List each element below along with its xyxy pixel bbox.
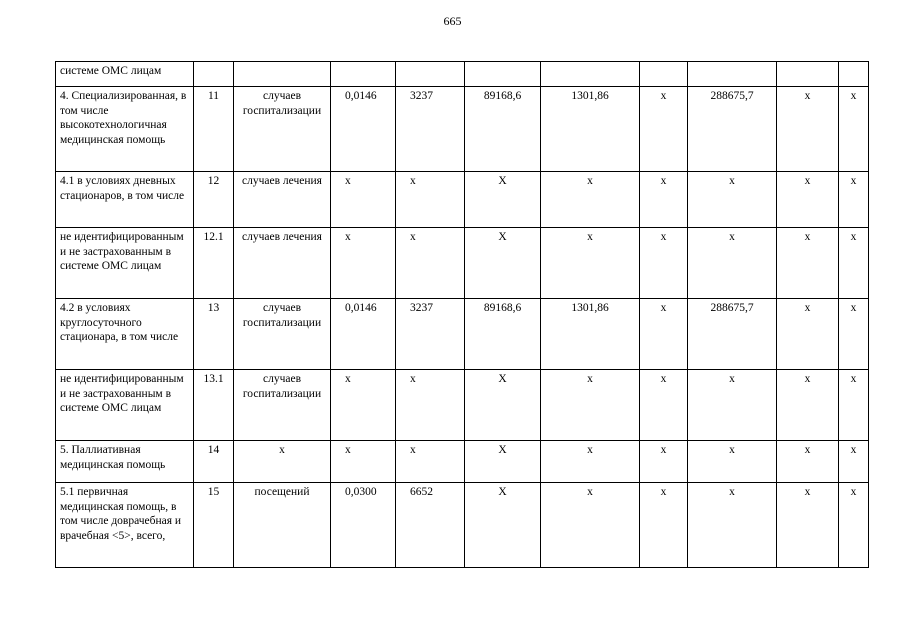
table-cell	[465, 62, 541, 87]
table-cell: х	[688, 483, 777, 568]
table-cell: 15	[194, 483, 234, 568]
table-cell: Х	[465, 483, 541, 568]
table-cell: х	[839, 370, 869, 441]
table-cell: х	[331, 172, 396, 228]
table-cell: х	[688, 370, 777, 441]
table-cell: х	[839, 441, 869, 483]
table-cell: х	[331, 370, 396, 441]
table-cell	[688, 62, 777, 87]
table-cell: х	[640, 370, 688, 441]
statistics-table	[55, 61, 869, 568]
table-cell: 3237	[396, 299, 465, 370]
table-cell	[194, 62, 234, 87]
table-cell: 4. Специализированная, в том числе высокотехнологичная медицинская помощь	[56, 87, 194, 172]
table-cell: 288675,7	[688, 299, 777, 370]
table-cell: х	[234, 441, 331, 483]
table-cell: 1301,86	[541, 87, 640, 172]
table-cell: 1301,86	[541, 299, 640, 370]
table-cell: х	[777, 441, 839, 483]
table-row	[56, 228, 869, 299]
table-cell: Х	[465, 172, 541, 228]
table-cell	[331, 62, 396, 87]
table-cell: 14	[194, 441, 234, 483]
table-cell: Х	[465, 441, 541, 483]
table-row	[56, 299, 869, 370]
table-row	[56, 483, 869, 568]
table-cell: х	[839, 87, 869, 172]
table-cell: 89168,6	[465, 299, 541, 370]
table-cell: 4.2 в условиях круглосуточного стационара, в том числе	[56, 299, 194, 370]
table-cell: х	[331, 441, 396, 483]
table-cell: Х	[465, 370, 541, 441]
table-cell: х	[396, 370, 465, 441]
table-cell: х	[640, 228, 688, 299]
table-cell	[777, 62, 839, 87]
table-cell: х	[396, 228, 465, 299]
table-cell: не идентифицированным и не застрахованным в системе ОМС лицам	[56, 370, 194, 441]
table-row	[56, 370, 869, 441]
table-cell: 12.1	[194, 228, 234, 299]
table-cell: х	[541, 483, 640, 568]
table-cell: 89168,6	[465, 87, 541, 172]
table-cell: х	[688, 228, 777, 299]
table-cell: х	[640, 299, 688, 370]
table-cell: 0,0146	[331, 299, 396, 370]
table-row	[56, 62, 869, 87]
table-cell: случаев лечения	[234, 228, 331, 299]
table-row	[56, 172, 869, 228]
table-cell: х	[396, 172, 465, 228]
table-cell: х	[777, 172, 839, 228]
table-cell: 13	[194, 299, 234, 370]
table-cell: 12	[194, 172, 234, 228]
table-cell: х	[541, 172, 640, 228]
table-cell: 0,0300	[331, 483, 396, 568]
table-cell: х	[688, 172, 777, 228]
table-cell: 3237	[396, 87, 465, 172]
table-cell	[234, 62, 331, 87]
table-cell: х	[839, 228, 869, 299]
table-cell: 5.1 первичная медицинская помощь, в том числе доврачебная и врачебная <5>, всего,	[56, 483, 194, 568]
table-cell: х	[331, 228, 396, 299]
table-cell: х	[777, 299, 839, 370]
table-cell: случаев госпитализации	[234, 299, 331, 370]
table-cell: х	[541, 228, 640, 299]
table-cell: х	[640, 441, 688, 483]
table-cell: 11	[194, 87, 234, 172]
table-cell: 5. Паллиативная медицинская помощь	[56, 441, 194, 483]
table-row	[56, 87, 869, 172]
table-cell: х	[541, 441, 640, 483]
table-cell: х	[396, 441, 465, 483]
table-cell: х	[640, 87, 688, 172]
table-cell: х	[688, 441, 777, 483]
table-cell: системе ОМС лицам	[56, 62, 194, 87]
table-cell	[839, 62, 869, 87]
table-cell: не идентифицированным и не застрахованным в системе ОМС лицам	[56, 228, 194, 299]
table-cell: Х	[465, 228, 541, 299]
table-cell: х	[839, 172, 869, 228]
table-cell: х	[839, 299, 869, 370]
table-cell: случаев лечения	[234, 172, 331, 228]
table-cell: х	[777, 228, 839, 299]
table-cell: 0,0146	[331, 87, 396, 172]
table-cell	[396, 62, 465, 87]
table-cell: х	[777, 483, 839, 568]
table-cell: х	[777, 370, 839, 441]
table-cell: х	[640, 483, 688, 568]
table-cell: х	[777, 87, 839, 172]
table-body	[56, 62, 869, 568]
page-number: 665	[443, 14, 462, 28]
table-row	[56, 441, 869, 483]
table-cell: х	[839, 483, 869, 568]
table-cell	[640, 62, 688, 87]
table-cell: случаев госпитализации	[234, 87, 331, 172]
table-cell: 4.1 в условиях дневных стационаров, в том числе	[56, 172, 194, 228]
table-cell: х	[640, 172, 688, 228]
table-cell: х	[541, 370, 640, 441]
table-cell: 6652	[396, 483, 465, 568]
table-cell: 13.1	[194, 370, 234, 441]
table-cell	[541, 62, 640, 87]
table-cell: посещений	[234, 483, 331, 568]
table-cell: случаев госпитализации	[234, 370, 331, 441]
table-cell: 288675,7	[688, 87, 777, 172]
